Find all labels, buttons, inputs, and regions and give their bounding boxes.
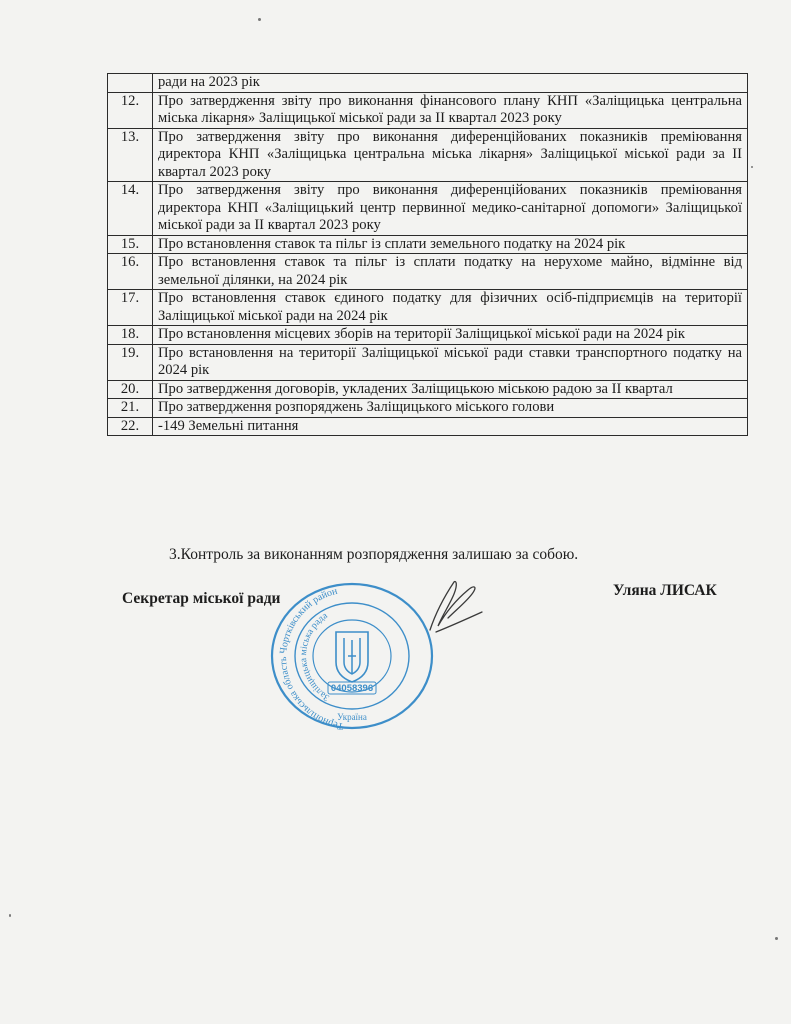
agenda-row	[108, 128, 748, 182]
agenda-row-number: 15.	[108, 235, 153, 254]
agenda-row-text: Про затвердження договорів, укладених Заліщицькою міською радою за ІІ квартал	[153, 380, 748, 399]
agenda-row-text: Про затвердження звіту про виконання диференційованих показників преміювання директора КНП «Заліщицька центральна міська лікарня» Заліщицької міської ради за ІІ квартал 2023 року	[153, 128, 748, 182]
scan-speck	[775, 937, 778, 940]
seal-code: 04058396	[330, 683, 374, 694]
agenda-row-text: Про встановлення ставок та пільг із сплати земельного податку на 2024 рік	[153, 235, 748, 254]
agenda-row-number: 12.	[108, 92, 153, 128]
agenda-row-text: Про встановлення місцевих зборів на території Заліщицької міської ради на 2024 рік	[153, 326, 748, 345]
official-seal	[264, 582, 440, 732]
seal-country: Україна	[337, 712, 367, 722]
agenda-row	[108, 74, 748, 93]
agenda-row-number: 18.	[108, 326, 153, 345]
agenda-row-text: Про затвердження розпоряджень Заліщицького міського голови	[153, 399, 748, 418]
scan-speck	[258, 18, 261, 21]
agenda-table	[107, 73, 748, 436]
closing-statement: 3.Контроль за виконанням розпорядження залишаю за собою.	[169, 546, 579, 563]
agenda-row	[108, 326, 748, 345]
agenda-row	[108, 182, 748, 236]
svg-text:Тернопільська область Чортківс	[278, 586, 344, 732]
agenda-row-number: 14.	[108, 182, 153, 236]
scan-speck	[9, 914, 11, 917]
signatory-name: Уляна ЛИСАК	[613, 582, 717, 599]
agenda-row-number: 17.	[108, 290, 153, 326]
agenda-row-number: 22.	[108, 417, 153, 436]
agenda-row	[108, 92, 748, 128]
agenda-row-text: Про встановлення ставок та пільг із сплати податку на нерухоме майно, відмінне від земельної ділянки, на 2024 рік	[153, 254, 748, 290]
svg-text:Заліщицька міська рада	[299, 611, 331, 703]
agenda-row	[108, 399, 748, 418]
agenda-row-number: 21.	[108, 399, 153, 418]
agenda-row	[108, 344, 748, 380]
agenda-row-text: Про встановлення ставок єдиного податку для фізичних осіб-підприємців на території Заліщицької міської ради на 2024 рік	[153, 290, 748, 326]
agenda-row	[108, 290, 748, 326]
agenda-row-text: Про затвердження звіту про виконання диференційованих показників преміювання директора КНП «Заліщицький центр первинної медико-санітарної допомоги» Заліщицької міської ради за ІІ квартал 2023 року	[153, 182, 748, 236]
agenda-table-body	[108, 74, 748, 436]
agenda-row-text: -149 Земельні питання	[153, 417, 748, 436]
seal-inner-text: Заліщицька міська рада	[298, 611, 332, 703]
seal-outer-text: Тернопільська область Чортківський район	[278, 585, 345, 732]
agenda-row	[108, 417, 748, 436]
agenda-row-text: Про встановлення на території Заліщицької міської ради ставки транспортного податку на 2024 рік	[153, 344, 748, 380]
agenda-row-text: ради на 2023 рік	[153, 74, 748, 93]
agenda-row	[108, 380, 748, 399]
agenda-row-text: Про затвердження звіту про виконання фінансового плану КНП «Заліщицька центральна міська лікарня» Заліщицької міської ради за ІІ квартал 2023 року	[153, 92, 748, 128]
agenda-row-number: 19.	[108, 344, 153, 380]
agenda-row	[108, 254, 748, 290]
scan-speck	[751, 166, 753, 168]
agenda-row-number: 20.	[108, 380, 153, 399]
agenda-row-number	[108, 74, 153, 93]
agenda-row	[108, 235, 748, 254]
agenda-row-number: 16.	[108, 254, 153, 290]
signatory-title: Секретар міської ради	[122, 590, 281, 607]
agenda-row-number: 13.	[108, 128, 153, 182]
